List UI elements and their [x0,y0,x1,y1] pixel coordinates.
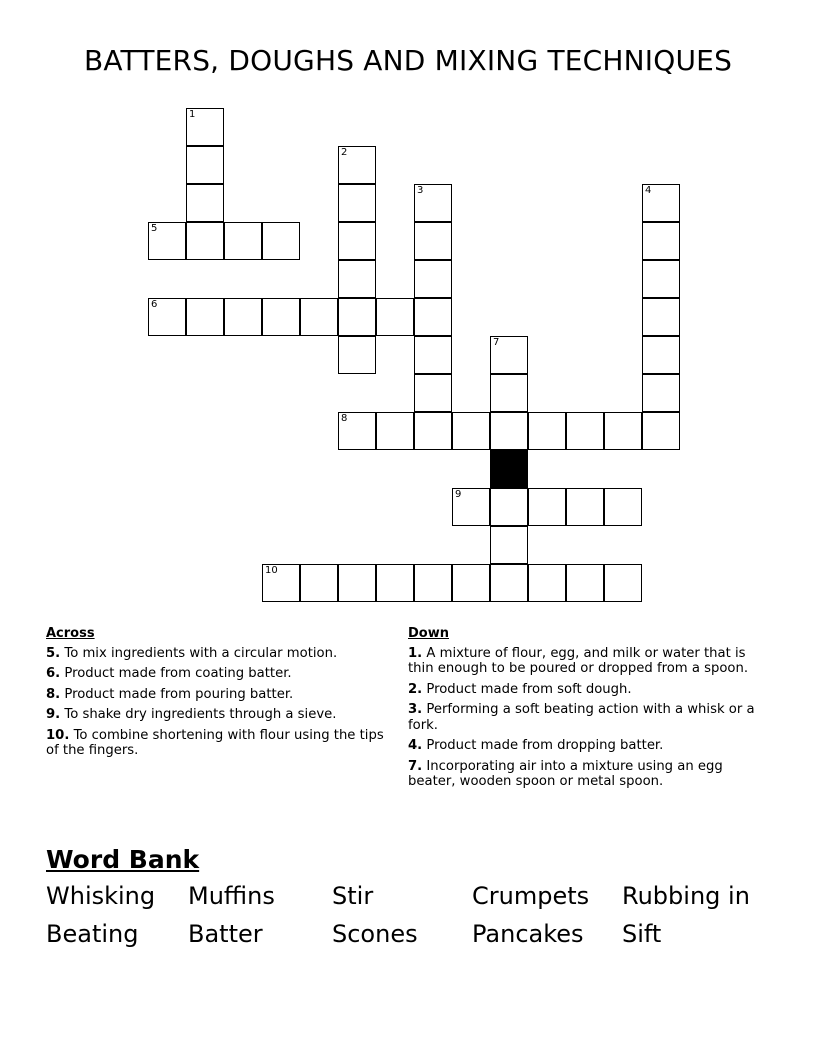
grid-cell-number: 3 [417,185,424,196]
grid-cell[interactable] [186,222,224,260]
grid-cell[interactable] [490,488,528,526]
clue-number: 8. [46,686,61,702]
clue-number: 1. [408,645,423,661]
grid-cell[interactable] [186,146,224,184]
grid-cell[interactable] [452,488,490,526]
word-bank-row [46,882,786,920]
clue-down-4 [408,738,768,754]
clue-number: 9. [46,707,61,722]
word-bank-row [46,920,786,958]
word-bank-item: Beating [46,920,139,948]
grid-cell[interactable] [566,488,604,526]
grid-cell[interactable] [186,108,224,146]
grid-cell[interactable] [224,298,262,336]
clue-number: 2. [408,681,423,697]
grid-cell[interactable] [338,412,376,450]
page-title: BATTERS, DOUGHS AND MIXING TECHNIQUES [83,44,733,77]
word-bank-item: Rubbing in [622,882,750,910]
grid-cell[interactable] [300,298,338,336]
grid-cell[interactable] [490,564,528,602]
clue-text: Product made from pouring batter. [60,686,294,702]
grid-cell[interactable] [338,564,376,602]
clue-across-6 [46,666,396,682]
grid-cell[interactable] [262,222,300,260]
grid-cell[interactable] [414,222,452,260]
grid-cell[interactable] [414,412,452,450]
grid-cell[interactable] [642,222,680,260]
grid-cell[interactable] [376,298,414,336]
grid-cell[interactable] [604,564,642,602]
word-bank-item: Sift [622,920,662,948]
grid-cell[interactable] [414,260,452,298]
grid-cell[interactable] [376,564,414,602]
clue-text: Performing a soft beating action with a whisk or a fork. [408,702,755,733]
grid-cell[interactable] [528,564,566,602]
grid-cell[interactable] [642,298,680,336]
clue-number: 5. [46,645,61,661]
word-bank-item: Batter [188,920,263,948]
grid-cell[interactable] [566,564,604,602]
grid-cell[interactable] [528,488,566,526]
grid-cell[interactable] [414,298,452,336]
clue-down-3 [408,702,768,733]
grid-cell[interactable] [338,260,376,298]
grid-cell[interactable] [262,298,300,336]
clues-across-heading: Across [46,626,95,641]
grid-cell[interactable] [642,184,680,222]
clue-number: 3. [408,702,423,717]
grid-cell[interactable] [490,526,528,564]
grid-cell-number: 6 [151,299,158,310]
grid-cell-number: 10 [265,565,278,576]
grid-cell-number: 7 [493,337,500,348]
grid-cell[interactable] [414,336,452,374]
grid-cell[interactable] [300,564,338,602]
clue-across-9 [46,707,396,723]
clue-text: Product made from coating batter. [60,666,292,681]
grid-cell[interactable] [642,412,680,450]
grid-cell-number: 2 [341,147,348,158]
clue-across-10 [46,728,396,759]
clue-text: To shake dry ingredients through a sieve. [60,707,337,722]
grid-cell[interactable] [642,260,680,298]
grid-cell[interactable] [604,412,642,450]
grid-cell[interactable] [414,184,452,222]
grid-cell-number: 9 [455,489,462,500]
word-bank-item: Stir [332,882,374,910]
clue-text: A mixture of flour, egg, and milk or water that is thin enough to be poured or dropped from a spoon. [408,645,749,676]
clue-down-1 [408,646,768,677]
grid-cell[interactable] [224,222,262,260]
word-bank-item: Crumpets [472,882,590,910]
clue-text: Incorporating air into a mixture using an egg beater, wooden spoon or metal spoon. [408,758,723,789]
grid-cell[interactable] [262,564,300,602]
grid-cell-blocked [490,450,528,488]
grid-cell[interactable] [528,412,566,450]
clues-down [408,626,768,795]
clue-number: 10. [46,727,70,743]
grid-cell[interactable] [490,336,528,374]
grid-cell[interactable] [490,412,528,450]
crossword-grid[interactable] [0,105,816,625]
grid-cell[interactable] [376,412,414,450]
clue-text: To mix ingredients with a circular motion. [60,645,338,661]
clue-text: To combine shortening with flour using the tips of the fingers. [46,727,384,758]
grid-cell[interactable] [186,184,224,222]
clues-down-heading: Down [408,626,449,641]
word-bank-item: Scones [332,920,418,948]
word-bank-list [46,882,786,958]
grid-cell[interactable] [338,336,376,374]
word-bank-item: Pancakes [472,920,584,948]
grid-cell[interactable] [338,222,376,260]
clue-text: Product made from dropping batter. [422,738,664,753]
grid-cell-number: 8 [341,413,348,424]
word-bank-item: Muffins [188,882,275,910]
grid-cell[interactable] [642,374,680,412]
grid-cell[interactable] [148,222,186,260]
grid-cell[interactable] [490,374,528,412]
word-bank-title: Word Bank [46,845,200,874]
grid-cell[interactable] [186,298,224,336]
clue-number: 4. [408,738,423,753]
clue-down-7 [408,759,768,790]
clues-across [46,626,396,764]
grid-cell[interactable] [566,412,604,450]
grid-cell[interactable] [414,564,452,602]
clue-across-5 [46,646,396,662]
grid-cell[interactable] [338,184,376,222]
grid-cell[interactable] [338,146,376,184]
clue-text: Product made from soft dough. [422,681,632,697]
grid-cell-number: 4 [645,185,652,196]
grid-cell[interactable] [452,412,490,450]
grid-cell[interactable] [452,564,490,602]
grid-cell[interactable] [414,374,452,412]
word-bank-item: Whisking [46,882,156,910]
clue-number: 7. [408,758,423,774]
clue-down-2 [408,682,768,698]
grid-cell[interactable] [642,336,680,374]
grid-cell-number: 1 [189,109,196,120]
grid-cell-number: 5 [151,223,158,234]
clue-number: 6. [46,666,61,681]
grid-cell[interactable] [148,298,186,336]
clues-section [0,626,816,841]
clue-across-8 [46,687,396,703]
grid-cell[interactable] [604,488,642,526]
grid-cell[interactable] [338,298,376,336]
